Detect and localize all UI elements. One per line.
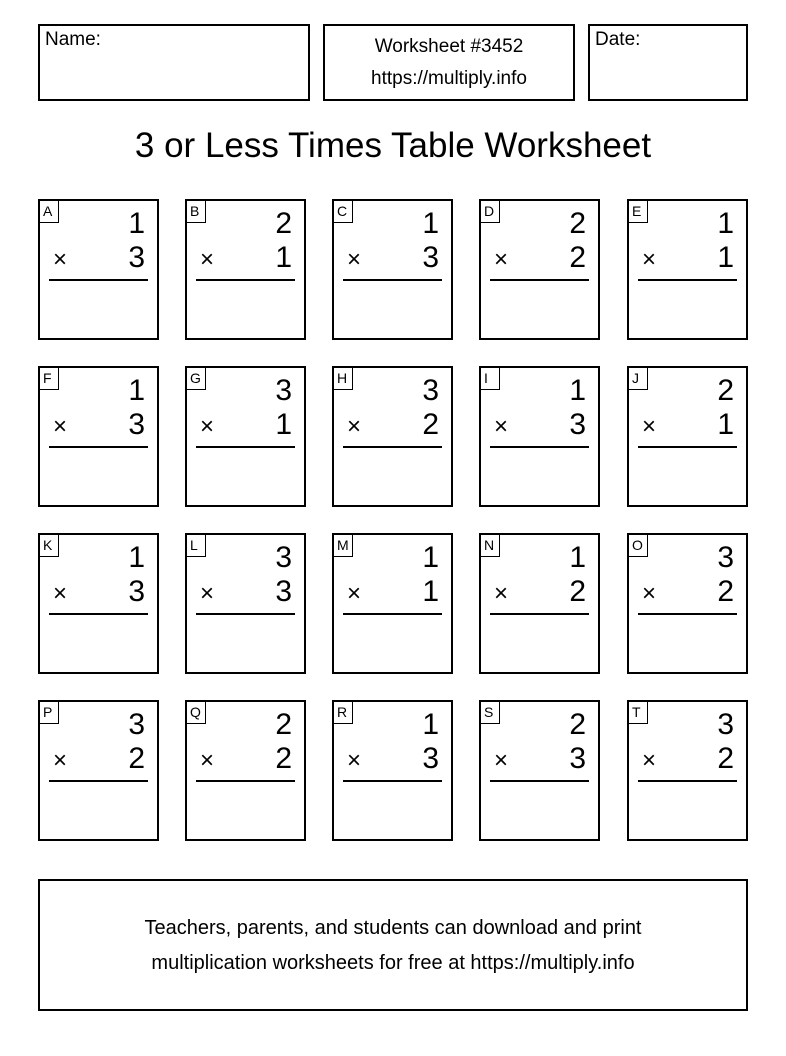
problem-letter: D (481, 201, 500, 223)
worksheet-info-box (323, 24, 575, 101)
multiplier: 3 (422, 742, 439, 775)
multiplicand: 1 (128, 374, 145, 407)
footer-line-2: multiplication worksheets for free at https://multiply.info (151, 952, 635, 974)
multiply-sign: × (347, 413, 362, 440)
multiplier: 2 (569, 241, 586, 274)
worksheet-number: Worksheet #3452 (374, 36, 524, 57)
multiplicand: 1 (717, 207, 734, 240)
answer-line (343, 780, 442, 782)
multiplicand: 3 (717, 708, 734, 741)
multiplier: 3 (569, 408, 586, 441)
multiply-sign: × (200, 747, 215, 774)
problem-card[interactable] (332, 700, 453, 841)
problem-card[interactable] (38, 366, 159, 507)
problem-card[interactable] (627, 366, 748, 507)
answer-line (638, 446, 737, 448)
problem-card[interactable] (479, 199, 600, 340)
answer-line (49, 446, 148, 448)
multiplier: 1 (275, 408, 292, 441)
problem-letter: F (40, 368, 59, 390)
multiply-sign: × (53, 747, 68, 774)
problem-card[interactable] (185, 700, 306, 841)
problem-letter: O (629, 535, 648, 557)
answer-line (638, 279, 737, 281)
problem-letter: T (629, 702, 648, 724)
problem-card[interactable] (332, 366, 453, 507)
multiplicand: 3 (422, 374, 439, 407)
problem-letter: L (187, 535, 206, 557)
date-label: Date: (595, 29, 641, 50)
multiply-sign: × (494, 413, 509, 440)
multiply-sign: × (642, 747, 657, 774)
problem-letter: J (629, 368, 648, 390)
problem-card[interactable] (185, 533, 306, 674)
multiplier: 3 (128, 575, 145, 608)
multiplier: 1 (422, 575, 439, 608)
multiplier: 2 (275, 742, 292, 775)
page-title: 3 or Less Times Table Worksheet (134, 126, 652, 165)
answer-line (490, 446, 589, 448)
multiplier: 3 (275, 575, 292, 608)
problem-letter: M (334, 535, 353, 557)
problem-letter: S (481, 702, 500, 724)
answer-line (638, 780, 737, 782)
answer-line (490, 613, 589, 615)
answer-line (343, 446, 442, 448)
multiplier: 1 (717, 241, 734, 274)
multiplier: 1 (275, 241, 292, 274)
problem-letter: E (629, 201, 648, 223)
problem-card[interactable] (38, 533, 159, 674)
problem-letter: N (481, 535, 500, 557)
multiplicand: 1 (422, 207, 439, 240)
multiply-sign: × (494, 580, 509, 607)
multiply-sign: × (642, 580, 657, 607)
problem-card[interactable] (479, 533, 600, 674)
problem-letter: P (40, 702, 59, 724)
problem-card[interactable] (479, 700, 600, 841)
date-field-box[interactable] (588, 24, 748, 101)
problem-letter: K (40, 535, 59, 557)
multiplicand: 3 (275, 541, 292, 574)
multiplier: 2 (422, 408, 439, 441)
answer-line (196, 446, 295, 448)
problem-card[interactable] (627, 533, 748, 674)
multiply-sign: × (200, 580, 215, 607)
problem-card[interactable] (627, 199, 748, 340)
multiplier: 3 (128, 241, 145, 274)
multiplicand: 3 (128, 708, 145, 741)
multiplier: 3 (128, 408, 145, 441)
footer-box (38, 879, 748, 1011)
worksheet-url: https://multiply.info (371, 68, 527, 89)
multiply-sign: × (53, 246, 68, 273)
problem-card[interactable] (38, 700, 159, 841)
answer-line (49, 279, 148, 281)
multiplicand: 2 (717, 374, 734, 407)
multiply-sign: × (200, 246, 215, 273)
answer-line (196, 613, 295, 615)
multiply-sign: × (200, 413, 215, 440)
multiply-sign: × (642, 246, 657, 273)
multiplicand: 1 (569, 374, 586, 407)
multiply-sign: × (494, 246, 509, 273)
multiply-sign: × (53, 413, 68, 440)
multiplicand: 1 (569, 541, 586, 574)
multiplier: 2 (128, 742, 145, 775)
answer-line (638, 613, 737, 615)
footer-line-1: Teachers, parents, and students can download and print (144, 917, 642, 939)
problem-letter: R (334, 702, 353, 724)
multiplier: 2 (569, 575, 586, 608)
problem-letter: A (40, 201, 59, 223)
problem-card[interactable] (185, 366, 306, 507)
problem-letter: I (481, 368, 500, 390)
problem-letter: Q (187, 702, 206, 724)
answer-line (343, 279, 442, 281)
multiply-sign: × (347, 246, 362, 273)
multiplicand: 2 (275, 708, 292, 741)
problem-letter: H (334, 368, 353, 390)
answer-line (49, 780, 148, 782)
multiplier: 3 (569, 742, 586, 775)
problem-card[interactable] (332, 533, 453, 674)
problem-card[interactable] (627, 700, 748, 841)
answer-line (196, 780, 295, 782)
problem-card[interactable] (332, 199, 453, 340)
answer-line (196, 279, 295, 281)
multiply-sign: × (642, 413, 657, 440)
problem-card[interactable] (479, 366, 600, 507)
multiplicand: 1 (128, 207, 145, 240)
multiply-sign: × (347, 747, 362, 774)
problem-card[interactable] (38, 199, 159, 340)
multiplicand: 3 (717, 541, 734, 574)
answer-line (490, 279, 589, 281)
problem-letter: B (187, 201, 206, 223)
multiplier: 2 (717, 575, 734, 608)
multiplicand: 1 (128, 541, 145, 574)
multiplicand: 2 (569, 708, 586, 741)
multiplier: 3 (422, 241, 439, 274)
multiplicand: 3 (275, 374, 292, 407)
multiply-sign: × (347, 580, 362, 607)
multiplicand: 1 (422, 541, 439, 574)
multiplicand: 1 (422, 708, 439, 741)
multiplicand: 2 (569, 207, 586, 240)
problem-card[interactable] (185, 199, 306, 340)
problem-letter: G (187, 368, 206, 390)
multiplier: 2 (717, 742, 734, 775)
problem-letter: C (334, 201, 353, 223)
name-label: Name: (45, 29, 101, 50)
answer-line (49, 613, 148, 615)
answer-line (343, 613, 442, 615)
multiplicand: 2 (275, 207, 292, 240)
multiplier: 1 (717, 408, 734, 441)
multiply-sign: × (494, 747, 509, 774)
name-field-box[interactable] (38, 24, 310, 101)
multiply-sign: × (53, 580, 68, 607)
answer-line (490, 780, 589, 782)
